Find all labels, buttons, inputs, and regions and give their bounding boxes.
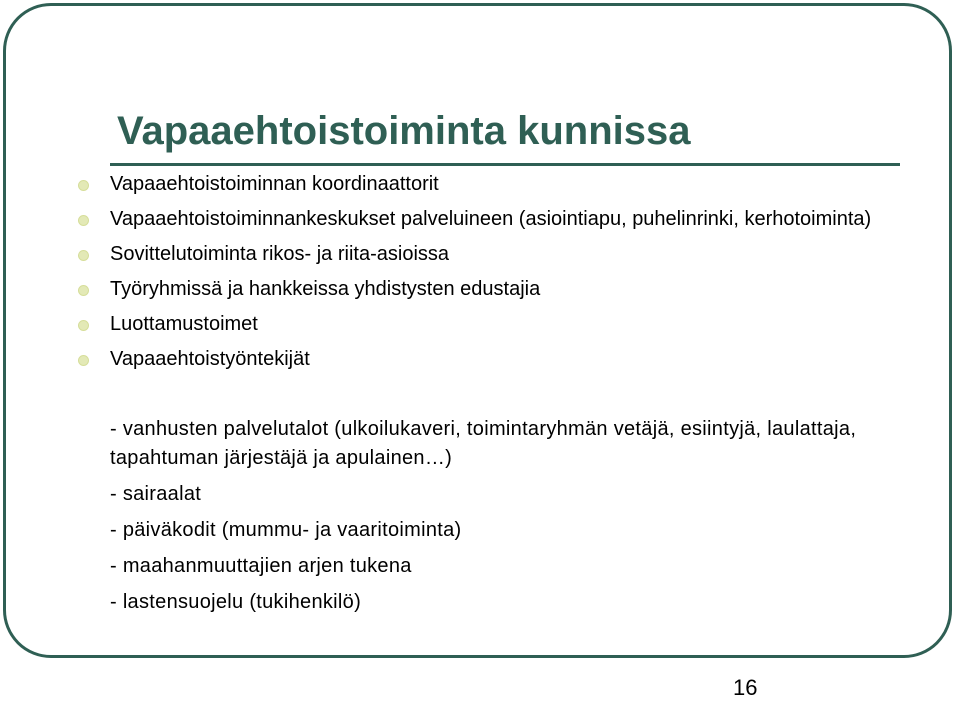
bullet-dot-icon (78, 285, 89, 296)
bullet-item (72, 240, 902, 269)
bullet-text: Vapaaehtoistoiminnankeskukset palveluineen (asiointiapu, puhelinrinki, kerhotoiminta) (110, 208, 872, 230)
bullet-item (72, 310, 902, 339)
bullet-text: Luottamustoimet (110, 313, 258, 335)
sub-item: - päiväkodit (mummu- ja vaaritoiminta) (110, 519, 462, 541)
bullet-dot-icon (78, 180, 89, 191)
bullet-item (72, 345, 902, 374)
bullet-text: Vapaaehtoistyöntekijät (110, 348, 310, 370)
bullet-item (72, 170, 902, 199)
bullet-dot-icon (78, 250, 89, 261)
bullet-item (72, 275, 902, 304)
sub-item: - maahanmuuttajien arjen tukena (110, 555, 412, 577)
page-number: 16 (733, 675, 758, 700)
bullet-item (72, 205, 902, 234)
bullet-dot-icon (78, 355, 89, 366)
bullet-text: Työryhmissä ja hankkeissa yhdistysten edustajia (110, 278, 541, 300)
sub-item: - lastensuojelu (tukihenkilö) (110, 591, 362, 613)
bullet-dot-icon (78, 215, 89, 226)
bullet-dot-icon (78, 320, 89, 331)
title-divider (110, 163, 900, 166)
slide-title: Vapaaehtoistoiminta kunnissa (117, 109, 691, 153)
sub-item-list (110, 415, 910, 624)
bullet-text: Vapaaehtoistoiminnan koordinaattorit (110, 173, 439, 195)
sub-item: - sairaalat (110, 483, 202, 505)
bullet-text: Sovittelutoiminta rikos- ja riita-asioissa (110, 243, 450, 265)
bullet-list (72, 170, 902, 380)
sub-item: - vanhusten palvelutalot (ulkoilukaveri, toimintaryhmän vetäjä, esiintyjä, laulattaja, tapahtuman järjestäjä ja apulainen…) (110, 418, 857, 469)
